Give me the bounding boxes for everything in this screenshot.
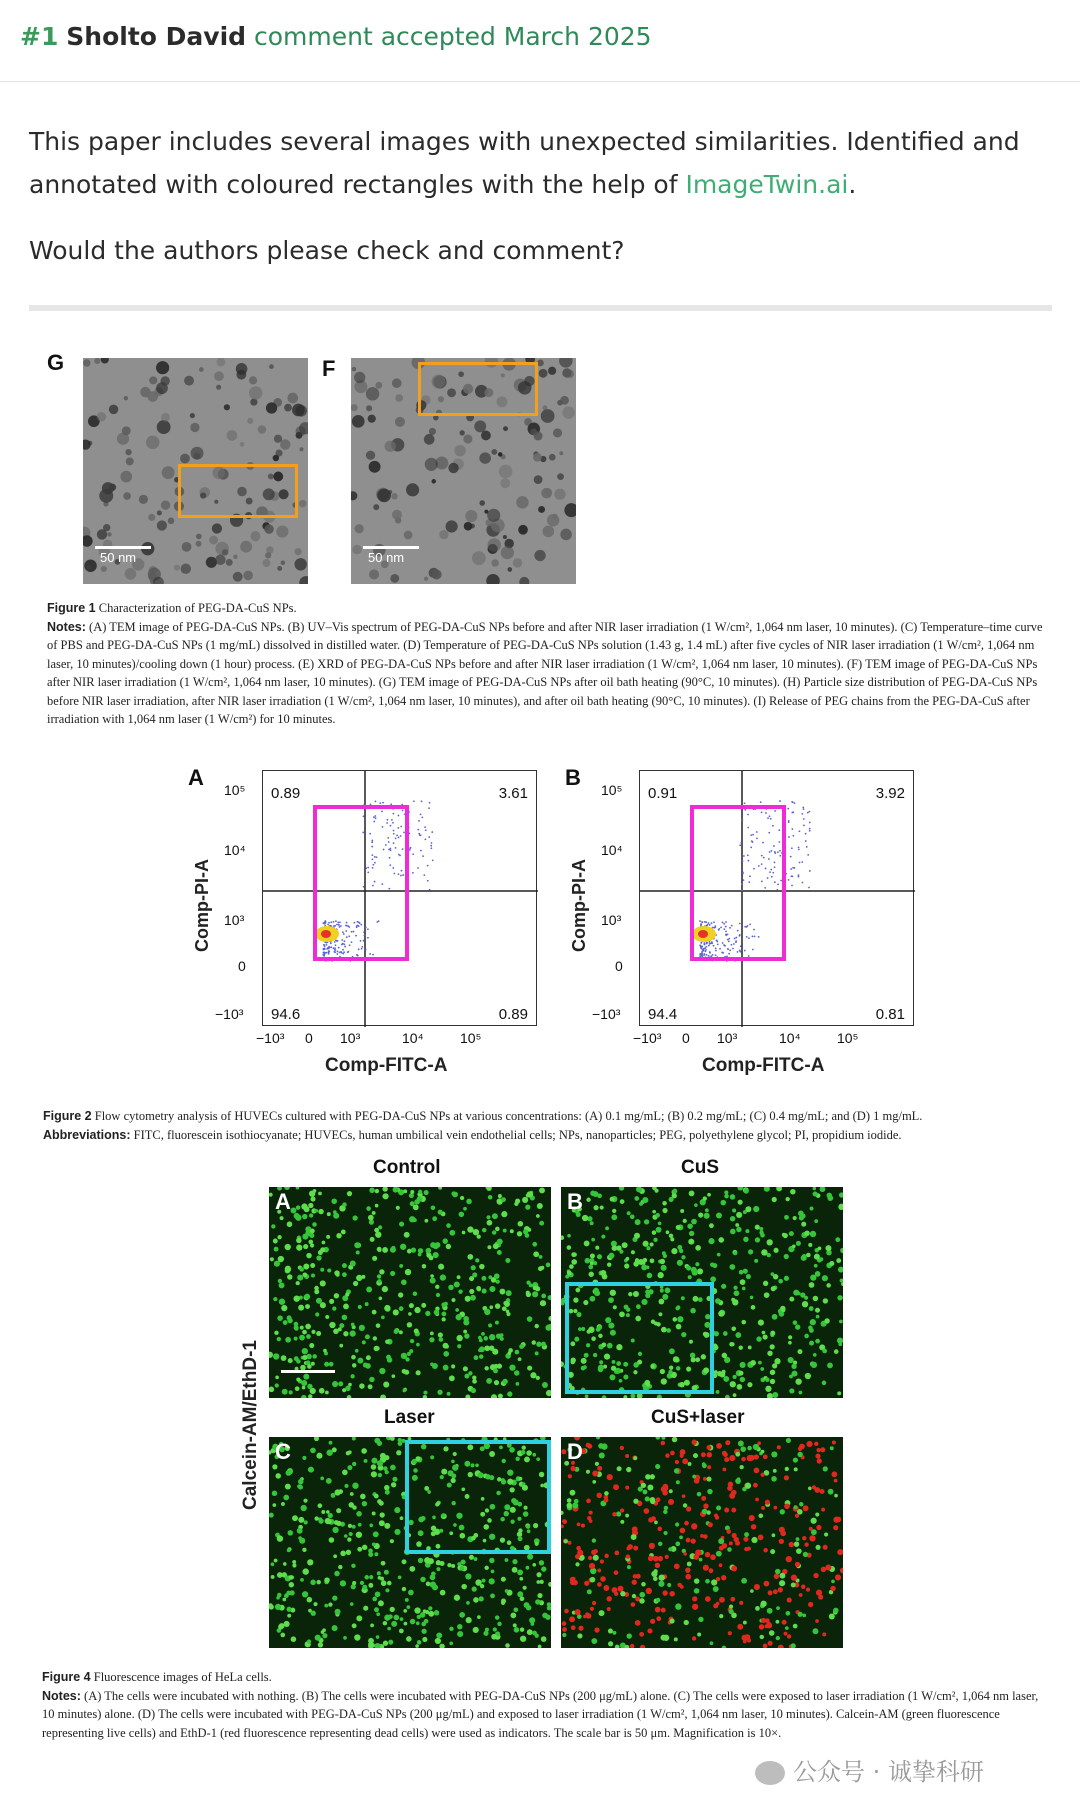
- comment-meta[interactable]: comment accepted March 2025: [254, 22, 652, 51]
- figure2-abbr-label: Abbreviations:: [43, 1127, 131, 1142]
- comment-number[interactable]: #1: [20, 22, 59, 51]
- flow-plot-letter: B: [565, 765, 581, 790]
- x-tick: 10⁴: [779, 1030, 801, 1046]
- flow-plot-a: [180, 760, 540, 1090]
- figure4-notes-label: Notes:: [42, 1688, 81, 1703]
- figure4-title: Fluorescence images of HeLa cells.: [93, 1670, 272, 1684]
- y-tick: 0: [615, 958, 623, 974]
- fl-title-cus-laser: CuS+laser: [651, 1407, 745, 1428]
- figure4-notes: (A) The cells were incubated with nothing. (B) The cells were incubated with PEG-DA-CuS NPs (200 μg/mL) alone. (C) The cells were exposed to laser irradiation (1 W/cm², 1,064 nm laser, 10 minutes) alone. (D) The cells were incubated with PEG-DA-CuS NPs (200 μg/mL) and exposed to laser irradiation (1 W/cm², 1,064 nm laser, 10 minutes). Calcein-AM (green fluorescence representing live cells) and EthD-1 (red fluorescence representing dead cells) were used as indicators. The scale bar is 50 μm. Magnification is 10×.: [42, 1688, 1039, 1740]
- y-tick: 10³: [601, 912, 622, 928]
- y-tick: 10⁴: [224, 842, 246, 858]
- fl-cells-a: [269, 1187, 551, 1398]
- panel-letter-g: G: [47, 350, 65, 375]
- watermark: [755, 1752, 984, 1787]
- quadrant-upper-left: 0.89: [271, 785, 301, 802]
- fl-title-laser: Laser: [384, 1407, 435, 1428]
- orange-highlight-f: [418, 362, 538, 416]
- flow-x-label: Comp-FITC-A: [325, 1055, 448, 1076]
- body-suffix: .: [848, 170, 857, 199]
- comment-header: [0, 0, 1080, 82]
- comment-header-line: [20, 22, 652, 51]
- fl-letter-a: A: [275, 1189, 291, 1214]
- flow-y-label: Comp-PI-A: [192, 859, 212, 952]
- fl-image-d: [561, 1437, 843, 1648]
- figure1-notes-label: Notes:: [47, 619, 86, 634]
- x-tick: 10⁵: [837, 1030, 859, 1046]
- flow-x-label: Comp-FITC-A: [702, 1055, 825, 1076]
- quadrant-lower-right: 0.89: [498, 1006, 528, 1023]
- figure2-title: Flow cytometry analysis of HUVECs cultured with PEG-DA-CuS NPs at various concentrations: (A) 0.1 mg/mL; (B) 0.2 mg/mL; (C) 0.4 mg/mL; and (D) 1 mg/mL.: [94, 1109, 923, 1123]
- comment-body: [29, 120, 1059, 206]
- x-tick: 0: [305, 1030, 313, 1046]
- x-tick: 10⁵: [460, 1030, 482, 1046]
- x-tick: −10³: [633, 1030, 662, 1046]
- fl-image-a: [269, 1187, 551, 1398]
- quadrant-lower-left: 94.6: [271, 1006, 301, 1023]
- figure1-notes: (A) TEM image of PEG-DA-CuS NPs. (B) UV–Vis spectrum of PEG-DA-CuS NPs before and after NIR laser irradiation (1 W/cm², 1,064 nm laser, 10 minutes). (C) Temperature–time curve of PBS and PEG-DA-CuS NPs (1 mg/mL) dissolved in distilled water. (D) Temperature of PEG-DA-CuS NPs solution (1.43 g, 1.4 mL) after five cycles of NIR laser irradiation (1 W/cm², 1,064 nm laser, 10 minutes)/cooling down (1 hour) process. (E) XRD of PEG-DA-CuS NPs before and after NIR laser irradiation (1 W/cm², 1,064 nm laser, 10 minutes). (F) TEM image of PEG-DA-CuS NPs after NIR laser irradiation (1 W/cm², 1,064 nm laser, 10 minutes). (G) TEM image of PEG-DA-CuS NPs after oil bath heating (90°C, 10 minutes). (H) Particle size distribution of PEG-DA-CuS NPs before NIR laser irradiation, after NIR laser irradiation (1 W/cm², 1,064 nm laser, 10 minutes), and after oil bath heating (90°C, 10 minutes). (I) Release of PEG chains from the PEG-DA-CuS after irradiation with 1,064 nm laser (1 W/cm²) for 10 minutes.: [47, 619, 1043, 726]
- quadrant-upper-right: 3.61: [498, 785, 528, 802]
- fl-image-c: [269, 1437, 551, 1648]
- quadrant-upper-right: 3.92: [875, 785, 905, 802]
- figure4-caption: [42, 1668, 1047, 1742]
- fl-title-cus: CuS: [681, 1157, 719, 1178]
- orange-highlight-g: [178, 464, 298, 518]
- flow-plot-letter: A: [188, 765, 204, 790]
- tem-image-f: [351, 358, 576, 584]
- figure4-label: Figure 4: [42, 1670, 91, 1684]
- flow-plot-frame: [262, 770, 537, 1026]
- figure2-abbr: FITC, fluorescein isothiocyanate; HUVECs, human umbilical vein endothelial cells; NPs, nanoparticles; PEG, polyethylene glycol; PI, propidium iodide.: [133, 1127, 902, 1142]
- fl-letter-d: D: [567, 1439, 583, 1464]
- y-tick: −10³: [215, 1006, 244, 1022]
- fl-image-b: [561, 1187, 843, 1398]
- cyan-highlight-b: [565, 1282, 714, 1394]
- scale-label-f: 50 nm: [368, 550, 405, 565]
- y-tick: 10⁵: [601, 782, 623, 798]
- figure1-label: Figure 1: [47, 601, 96, 615]
- fl-scale-bar: [281, 1370, 335, 1373]
- y-tick: 10⁴: [601, 842, 623, 858]
- fl-cells-d: [561, 1437, 843, 1648]
- flow-plot-b: [557, 760, 917, 1090]
- x-tick: 10³: [717, 1030, 738, 1046]
- body-prefix: This paper includes several images with unexpected similarities. Identified and annotated with coloured rectangles with the help of: [29, 127, 1020, 199]
- scale-label-g: 50 nm: [100, 550, 137, 565]
- figure2-label: Figure 2: [43, 1109, 92, 1123]
- flow-y-label: Comp-PI-A: [569, 859, 589, 952]
- x-tick: 0: [682, 1030, 690, 1046]
- comment-question: Would the authors please check and comment?: [29, 236, 625, 265]
- fl-letter-c: C: [275, 1439, 291, 1464]
- y-tick: 0: [238, 958, 246, 974]
- quadrant-upper-left: 0.91: [648, 785, 678, 802]
- divider: [29, 305, 1052, 311]
- fl-title-control: Control: [373, 1157, 441, 1178]
- y-tick: 10⁵: [224, 782, 246, 798]
- y-tick: 10³: [224, 912, 245, 928]
- imagetwin-link[interactable]: ImageTwin.ai: [685, 170, 849, 199]
- figure1-title: Characterization of PEG-DA-CuS NPs.: [98, 601, 297, 615]
- comment-author[interactable]: Sholto David: [66, 22, 247, 51]
- x-tick: −10³: [256, 1030, 285, 1046]
- cyan-highlight-c: [405, 1440, 551, 1554]
- wechat-icon: [755, 1761, 785, 1785]
- panel-letter-f: F: [322, 356, 336, 381]
- watermark-text: 公众号 · 诚挚科研: [793, 1758, 984, 1786]
- quadrant-lower-left: 94.4: [648, 1006, 678, 1023]
- y-tick: −10³: [592, 1006, 621, 1022]
- tem-image-g: [83, 358, 308, 584]
- figure2-caption: [43, 1107, 1048, 1144]
- scale-bar-f: [363, 546, 419, 549]
- figure1-caption: [47, 599, 1049, 729]
- quadrant-lower-right: 0.81: [875, 1006, 905, 1023]
- fl-side-label: Calcein-AM/EthD-1: [240, 1340, 261, 1510]
- x-tick: 10⁴: [402, 1030, 424, 1046]
- scale-bar-g: [95, 546, 151, 549]
- fl-letter-b: B: [567, 1189, 583, 1214]
- x-tick: 10³: [340, 1030, 361, 1046]
- flow-plot-frame: [639, 770, 914, 1026]
- magenta-highlight-a: [313, 805, 409, 961]
- magenta-highlight-b: [690, 805, 786, 961]
